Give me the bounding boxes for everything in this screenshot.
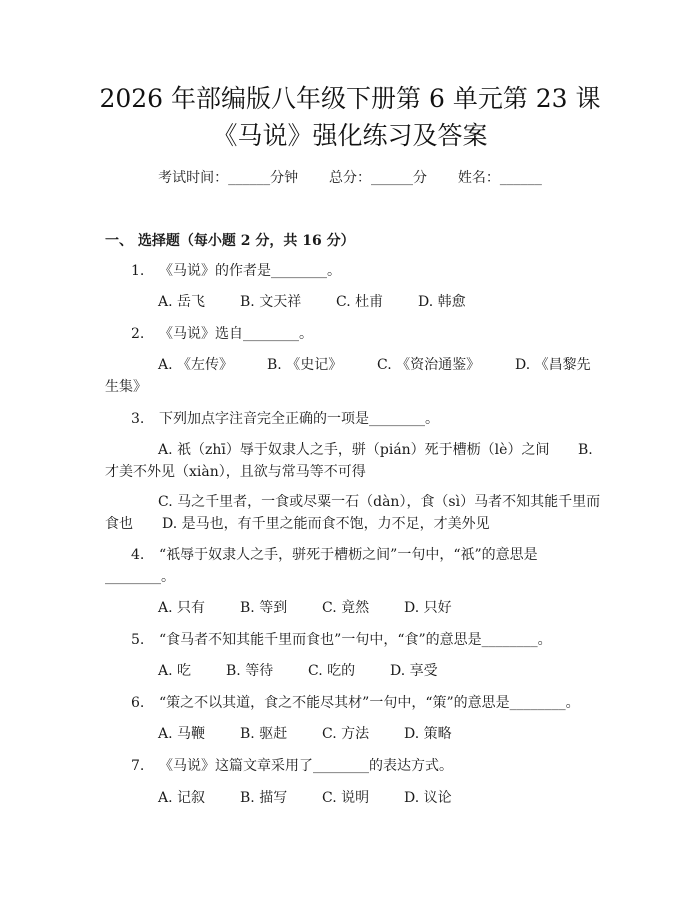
option-b: B. 等待 — [226, 663, 274, 679]
question-stem: “策之不以其道，食之不能尽其材”一句中，“策”的意思是________。 — [159, 695, 580, 711]
option-d: D. 议论 — [404, 790, 452, 806]
option-c: C. 《资治通鉴》 — [377, 357, 481, 373]
question-7 — [131, 756, 453, 776]
option-a: A. 《左传》 — [158, 357, 234, 373]
question-number: 3. — [131, 411, 145, 427]
exam-meta — [0, 168, 700, 188]
question-stem: 下列加点字注音完全正确的一项是________。 — [159, 411, 439, 427]
question-4-stem-wrap: ________。 — [105, 569, 175, 585]
question-stem: “祇辱于奴隶人之手，骈死于槽枥之间”一句中，“祇”的意思是 — [159, 547, 538, 563]
question-4 — [131, 545, 538, 565]
question-3-option-b: 才美不外见（xiàn），且欲与常马等不可得 — [105, 464, 366, 480]
question-2-options — [158, 355, 591, 375]
option-c-wrap: 食也 — [105, 516, 133, 532]
option-a: A. 马鞭 — [158, 726, 206, 742]
question-7-options — [158, 788, 452, 808]
option-a: A. 吃 — [158, 663, 192, 679]
section-heading: 一、 选择题（每小题 2 分，共 16 分） — [105, 233, 355, 249]
question-3-option-c-wrap — [105, 514, 490, 534]
option-c: C. 方法 — [322, 726, 370, 742]
option-c: C. 说明 — [322, 790, 370, 806]
option-a: A. 只有 — [158, 600, 206, 616]
option-c: C. 杜甫 — [336, 294, 384, 310]
question-5 — [131, 630, 552, 650]
question-3-option-a — [158, 440, 549, 460]
option-a: A. 祇（zhī）辱于奴隶人之手，骈（pián）死于槽枥（lè）之间 — [158, 442, 550, 458]
question-number: 6. — [131, 695, 145, 711]
question-3-option-b-label: B. — [578, 442, 593, 458]
name-field: 姓名：______ — [457, 170, 542, 186]
total-score-field: 总分：______分 — [329, 170, 427, 186]
option-d: D. 韩愈 — [418, 294, 466, 310]
option-d: D. 是马也，有千里之能而食不饱，力不足，才美外见 — [162, 516, 490, 532]
question-number: 4. — [131, 547, 145, 563]
question-stem: 《马说》这篇文章采用了________的表达方式。 — [159, 758, 453, 774]
exam-time-field: 考试时间：______分钟 — [158, 170, 299, 186]
question-number: 2. — [131, 326, 145, 342]
document-title-line-2: 《马说》强化练习及答案 — [212, 121, 488, 150]
question-6-options — [158, 724, 452, 744]
question-number: 1. — [131, 263, 145, 279]
option-a: A. 岳飞 — [158, 294, 206, 310]
question-2 — [131, 324, 313, 344]
document-title-line-1: 2026 年部编版八年级下册第 6 单元第 23 课 — [99, 84, 601, 113]
option-d: D. 只好 — [404, 600, 452, 616]
question-6 — [131, 693, 580, 713]
option-b: B. 文天祥 — [240, 294, 302, 310]
option-b: B. 描写 — [240, 790, 288, 806]
question-1 — [131, 261, 341, 281]
question-stem: 《马说》的作者是________。 — [159, 263, 341, 279]
question-number: 5. — [131, 632, 145, 648]
option-d: D. 策略 — [404, 726, 452, 742]
question-3 — [131, 409, 439, 429]
question-4-options — [158, 598, 452, 618]
option-c: C. 竟然 — [322, 600, 370, 616]
option-d: D. 享受 — [390, 663, 438, 679]
option-c: C. 吃的 — [308, 663, 356, 679]
question-1-options — [158, 292, 466, 312]
question-stem: “食马者不知其能千里而食也”一句中，“食”的意思是________。 — [159, 632, 552, 648]
option-b: B. 等到 — [240, 600, 288, 616]
question-5-options — [158, 661, 438, 681]
option-b: B. 驱赶 — [240, 726, 288, 742]
option-a: A. 记叙 — [158, 790, 206, 806]
question-stem: 《马说》选自________。 — [159, 326, 313, 342]
question-3-option-c: C. 马之千里者，一食或尽粟一石（dàn），食（sì）马者不知其能千里而 — [158, 494, 601, 510]
option-d: D. 《昌黎先 — [515, 357, 591, 373]
question-number: 7. — [131, 758, 145, 774]
question-2-options-wrap: 生集》 — [105, 379, 147, 395]
option-b: B. 《史记》 — [267, 357, 343, 373]
